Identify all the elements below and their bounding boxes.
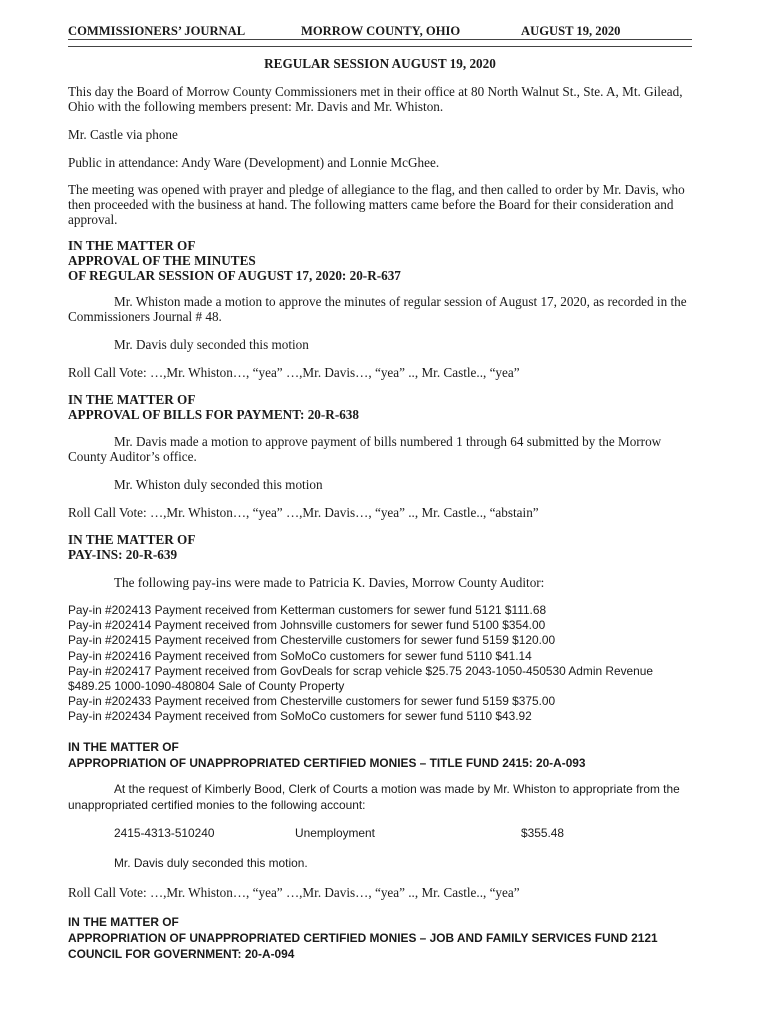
matter-heading-line: IN THE MATTER OF (68, 238, 196, 253)
title-fund-request: At the request of Kimberly Bood, Clerk of Courts a motion was made by Mr. Whiston to appropriate from the unappropriated certified monies to the following account: (68, 782, 680, 812)
payin-item: Pay-in #202416 Payment received from SoMoCo customers for sewer fund 5110 $41.14 (68, 648, 532, 663)
journal-date: AUGUST 19, 2020 (521, 24, 621, 38)
matter-heading-line: APPROPRIATION OF UNAPPROPRIATED CERTIFIED MONIES – JOB AND FAMILY SERVICES FUND 2121 COUNCIL FOR GOVERNMENT: 20-A-094 (68, 931, 658, 961)
phone-attendance: Mr. Castle via phone (68, 127, 178, 142)
payin-item: Pay-in #202413 Payment received from Ketterman customers for sewer fund 5121 $111.68 (68, 603, 547, 617)
title-fund-second: Mr. Davis duly seconded this motion. (114, 856, 308, 870)
bills-roll-call: Roll Call Vote: …,Mr. Whiston…, “yea” …,Mr. Davis…, “yea” .., Mr. Castle.., “abstain” (68, 505, 539, 520)
payin-item: Pay-in #202414 Payment received from Johnsville customers for sewer fund 5100 $354.00 (68, 618, 546, 633)
session-title: REGULAR SESSION AUGUST 19, 2020 (264, 56, 496, 71)
matter-heading-line: IN THE MATTER OF (68, 532, 196, 547)
matter-payins-heading (68, 532, 692, 562)
matter-heading-line: OF REGULAR SESSION OF AUGUST 17, 2020: 20-R-637 (68, 268, 401, 283)
payins-list (68, 603, 692, 725)
matter-heading-line: IN THE MATTER OF (68, 740, 179, 754)
bills-motion: Mr. Davis made a motion to approve payment of bills numbered 1 through 64 submitted by the Morrow County Auditor’s office. (68, 434, 662, 464)
public-attendance: Public in attendance: Andy Ware (Development) and Lonnie McGhee. (68, 155, 440, 170)
matter-jfs-heading (68, 914, 692, 962)
account-description: Unemployment (295, 826, 375, 840)
matter-title-fund-heading (68, 739, 692, 771)
payin-item: Pay-in #202415 Payment received from Chesterville customers for sewer fund 5159 $120.00 (68, 633, 556, 648)
account-number: 2415-4313-510240 (114, 826, 215, 840)
matter-heading-line: APPROVAL OF THE MINUTES (68, 253, 256, 268)
payin-item: Pay-in #202434 Payment received from SoMoCo customers for sewer fund 5110 $43.92 (68, 709, 532, 724)
matter-heading-line: IN THE MATTER OF (68, 915, 179, 929)
matter-heading-line: APPROVAL OF BILLS FOR PAYMENT: 20-R-638 (68, 407, 359, 422)
payin-item: Pay-in #202433 Payment received from Chesterville customers for sewer fund 5159 $375.00 (68, 694, 556, 709)
payins-intro: The following pay-ins were made to Patricia K. Davies, Morrow County Auditor: (114, 575, 545, 590)
title-fund-roll-call: Roll Call Vote: …,Mr. Whiston…, “yea” …,Mr. Davis…, “yea” .., Mr. Castle.., “yea” (68, 885, 520, 900)
matter-minutes-heading (68, 238, 692, 283)
header-divider (68, 39, 692, 47)
matter-bills-heading (68, 392, 692, 422)
matter-heading-line: PAY-INS: 20-R-639 (68, 547, 178, 562)
opening-paragraph: The meeting was opened with prayer and pledge of allegiance to the flag, and then called to order by Mr. Davis, who then proceeded with the business at hand. The following matters came before the Board for their consideration and approval. (68, 182, 685, 227)
minutes-roll-call: Roll Call Vote: …,Mr. Whiston…, “yea” …,Mr. Davis…, “yea” .., Mr. Castle.., “yea” (68, 365, 520, 380)
payin-item: Pay-in #202417 Payment received from GovDeals for scrap vehicle $25.75 2043-1050-450530 Admin Revenue $489.25 1000-1090-480804 Sale of County Property (68, 663, 653, 694)
minutes-motion: Mr. Whiston made a motion to approve the minutes of regular session of August 17, 2020, as recorded in the Commissioners Journal # 48. (68, 294, 687, 324)
county-name: MORROW COUNTY, OHIO (301, 24, 461, 38)
account-amount: $355.48 (521, 826, 564, 840)
intro-paragraph: This day the Board of Morrow County Commissioners met in their office at 80 North Walnut St., Ste. A, Mt. Gilead, Ohio with the following members present: Mr. Davis and Mr. Whiston. (68, 84, 683, 114)
bills-second: Mr. Whiston duly seconded this motion (114, 477, 323, 492)
matter-heading-line: APPROPRIATION OF UNAPPROPRIATED CERTIFIED MONIES – TITLE FUND 2415: 20-A-093 (68, 756, 586, 770)
matter-heading-line: IN THE MATTER OF (68, 392, 196, 407)
journal-name: COMMISSIONERS’ JOURNAL (68, 24, 246, 38)
minutes-second: Mr. Davis duly seconded this motion (114, 337, 309, 352)
